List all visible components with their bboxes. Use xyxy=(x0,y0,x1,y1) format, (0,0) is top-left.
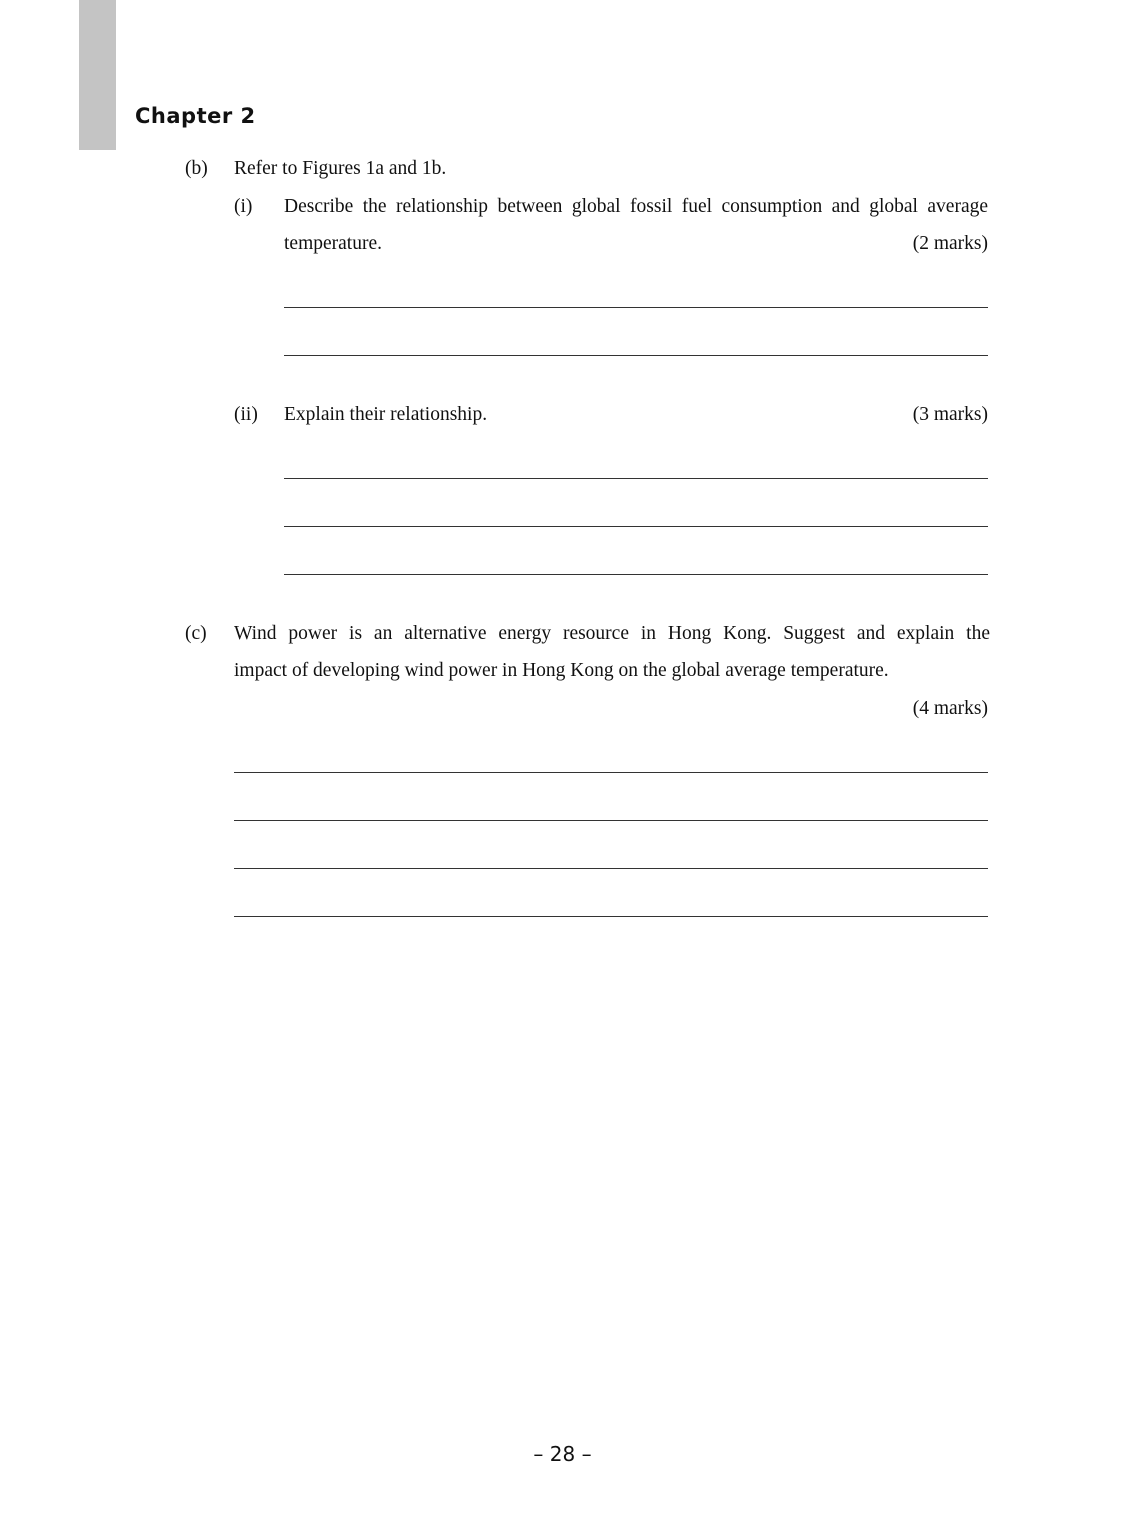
question-b-text: Refer to Figures 1a and 1b. xyxy=(234,158,447,179)
part-ii-label: (ii) xyxy=(234,404,258,425)
question-c-text-line1: Wind power is an alternative energy resource in Hong Kong. Suggest and explain the xyxy=(234,623,990,644)
part-ii-text: Explain their relationship. xyxy=(284,404,488,425)
answer-line[interactable] xyxy=(284,355,988,356)
answer-line[interactable] xyxy=(284,478,988,479)
chapter-side-tab xyxy=(79,0,116,150)
question-c-text-line2: impact of developing wind power in Hong Kong on the global average temperature. xyxy=(234,660,889,681)
question-b-label: (b) xyxy=(185,158,208,179)
answer-line[interactable] xyxy=(234,820,988,821)
answer-line[interactable] xyxy=(234,868,988,869)
page-number: – 28 – xyxy=(533,1442,592,1466)
chapter-heading: Chapter 2 xyxy=(135,104,256,128)
answer-line[interactable] xyxy=(234,772,988,773)
answer-line[interactable] xyxy=(234,916,988,917)
question-c-marks: (4 marks) xyxy=(912,698,988,719)
question-c-label: (c) xyxy=(185,623,207,644)
answer-line[interactable] xyxy=(284,574,988,575)
part-i-text-line2: temperature. xyxy=(284,233,382,254)
part-i-marks: (2 marks) xyxy=(912,233,988,254)
answer-line[interactable] xyxy=(284,526,988,527)
part-i-text-line1: Describe the relationship between global fossil fuel consumption and global average xyxy=(284,196,988,217)
part-ii-marks: (3 marks) xyxy=(912,404,988,425)
part-i-label: (i) xyxy=(234,196,253,217)
answer-line[interactable] xyxy=(284,307,988,308)
